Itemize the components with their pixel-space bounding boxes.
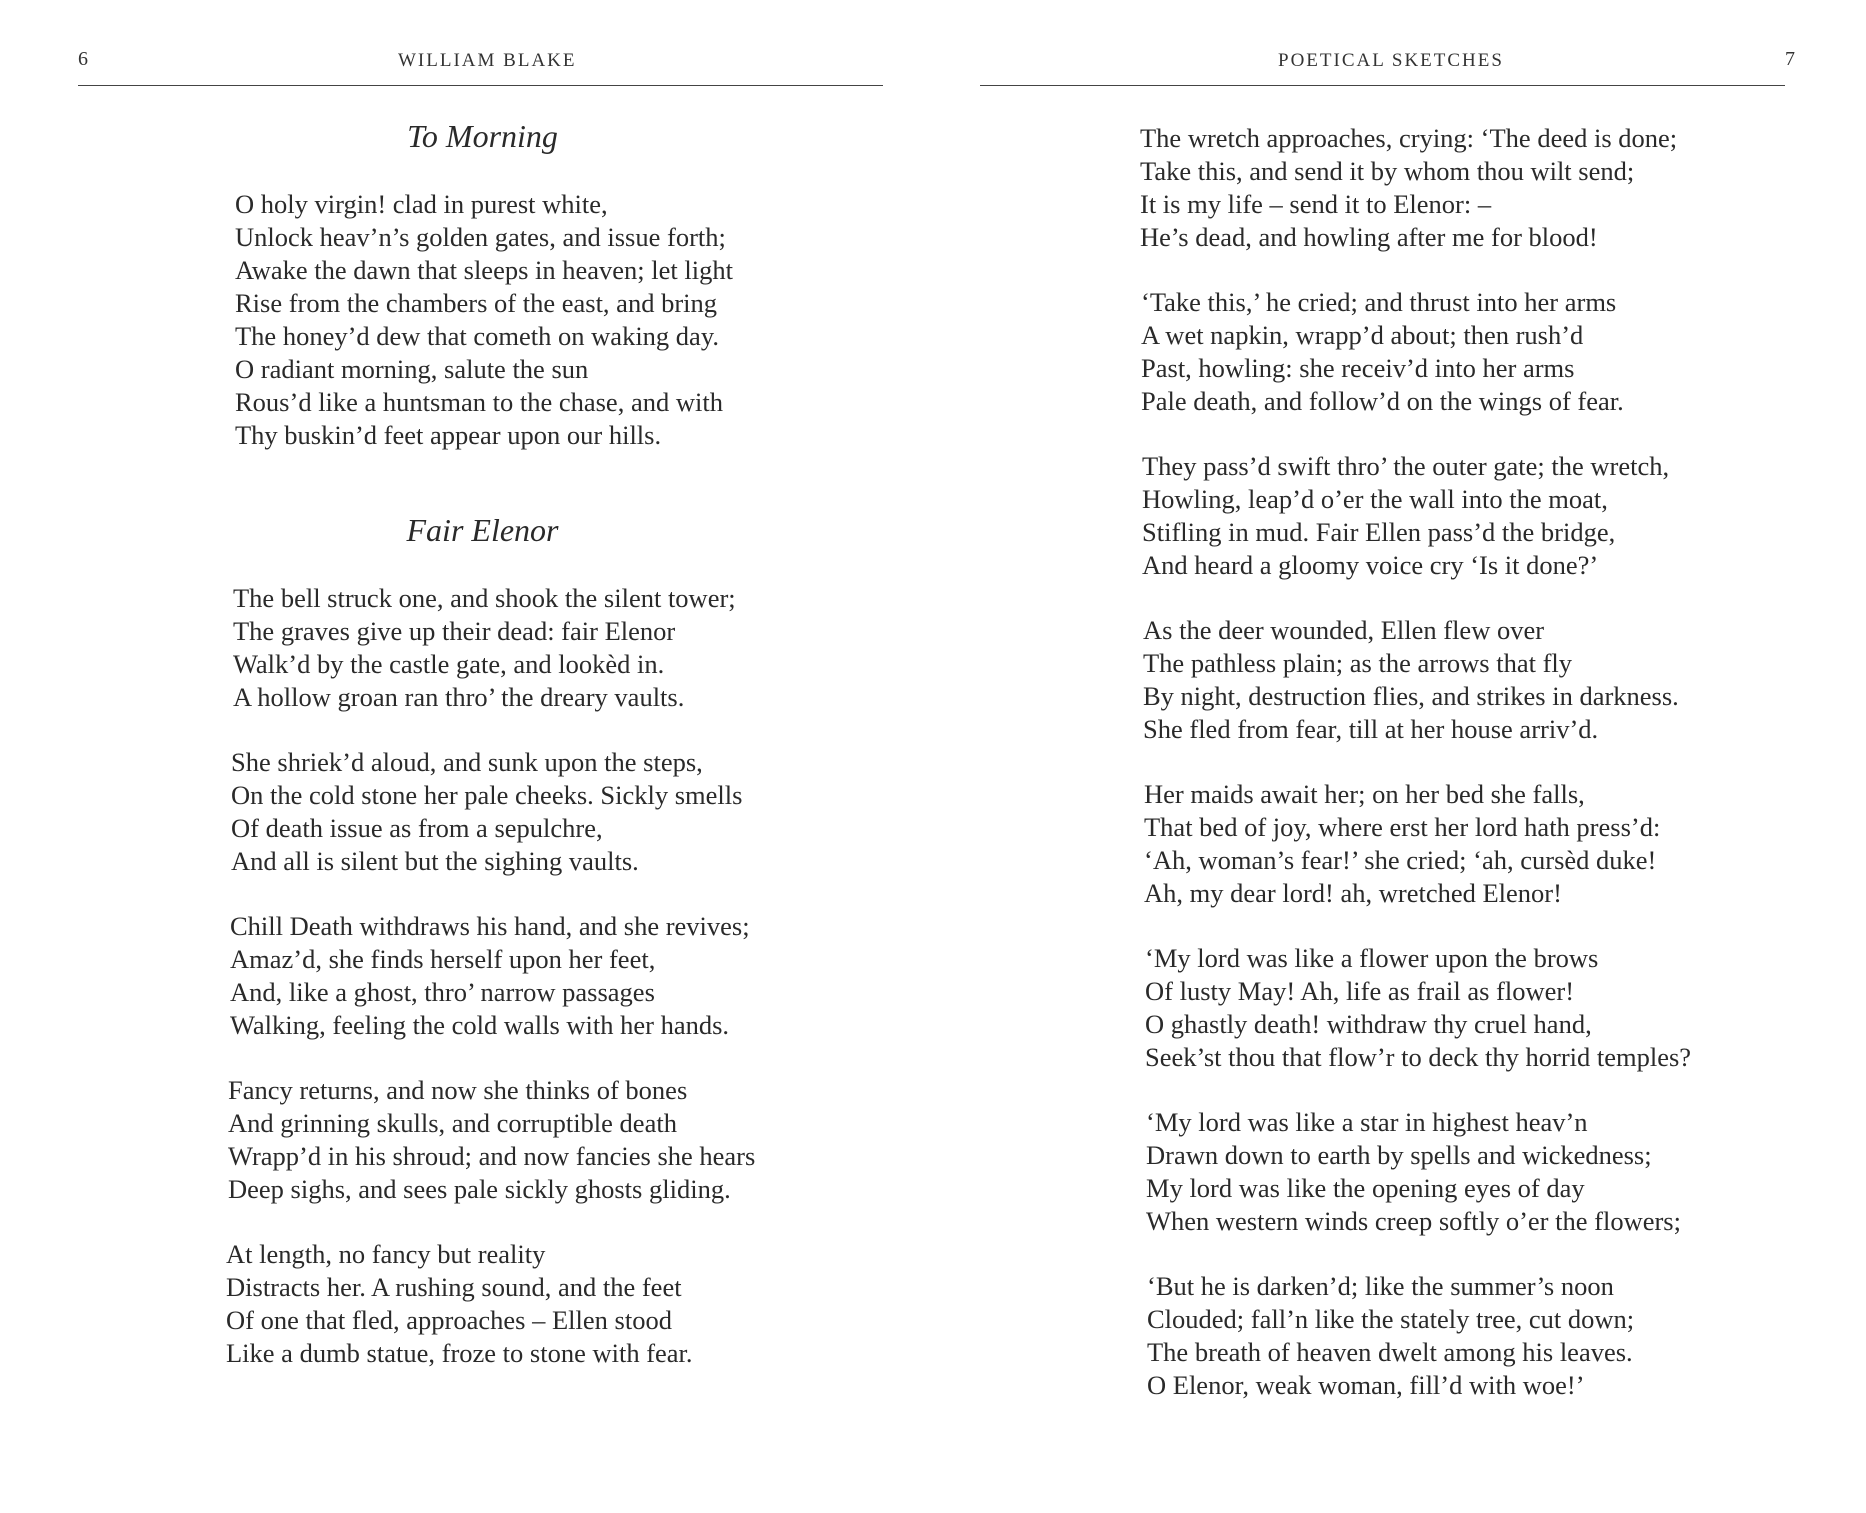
verse-line: A wet napkin, wrapp’d about; then rush’d [1141,320,1584,350]
verse-line: My lord was like the opening eyes of day [1146,1173,1585,1203]
stanza [233,582,736,714]
verse-line: The honey’d dew that cometh on waking day. [235,321,719,351]
stanza [1146,1106,1681,1238]
verse-line: ‘Ah, woman’s fear!’ she cried; ‘ah, cursèd duke! [1144,845,1657,875]
stanza [1141,286,1624,418]
poem-title: To Morning [407,118,558,154]
verse-line: Of one that fled, approaches – Ellen stood [226,1305,672,1335]
verse-line: She fled from fear, till at her house arriv’d. [1143,714,1599,744]
stanza [226,1238,693,1370]
verse-line: It is my life – send it to Elenor: – [1140,189,1492,219]
running-head: WILLIAM BLAKE [398,50,577,71]
verse-line: Walking, feeling the cold walls with her hands. [230,1010,730,1040]
page-number: 7 [1785,48,1795,70]
verse-line: The wretch approaches, crying: ‘The deed is done; [1140,123,1678,153]
verse-line: Wrapp’d in his shroud; and now fancies she hears [228,1141,756,1171]
verse-line: Amaz’d, she finds herself upon her feet, [230,944,656,974]
stanza [1144,778,1660,910]
right-page [933,0,1866,1513]
verse-line: A hollow groan ran thro’ the dreary vaults. [233,682,685,712]
verse-line: Awake the dawn that sleeps in heaven; let light [235,255,733,285]
verse-line: The graves give up their dead: fair Elenor [233,616,676,646]
verse-line: She shriek’d aloud, and sunk upon the steps, [231,747,703,777]
verse-line: Stifling in mud. Fair Ellen pass’d the bridge, [1142,517,1616,547]
verse-line: Pale death, and follow’d on the wings of fear. [1141,386,1624,416]
stanza [1147,1270,1634,1402]
verse-line: The pathless plain; as the arrows that fly [1143,648,1573,678]
verse-line: O holy virgin! clad in purest white, [235,189,608,219]
verse-line: Of death issue as from a sepulchre, [231,813,603,843]
verse-line: Unlock heav’n’s golden gates, and issue forth; [235,222,726,252]
verse-line: By night, destruction flies, and strikes in darkness. [1143,681,1679,711]
verse-line: At length, no fancy but reality [226,1239,546,1269]
verse-line: Clouded; fall’n like the stately tree, cut down; [1147,1304,1635,1334]
verse-line: Seek’st thou that flow’r to deck thy horrid temples? [1145,1042,1692,1072]
verse-line: ‘Take this,’ he cried; and thrust into her arms [1141,287,1617,317]
verse-line: They pass’d swift thro’ the outer gate; the wretch, [1142,451,1670,481]
verse-line: And all is silent but the sighing vaults. [231,846,639,876]
verse-line: The breath of heaven dwelt among his leaves. [1147,1337,1633,1367]
verse-line: Drawn down to earth by spells and wickedness; [1146,1140,1652,1170]
verse-line: Past, howling: she receiv’d into her arms [1141,353,1575,383]
verse-line: Ah, my dear lord! ah, wretched Elenor! [1144,878,1562,908]
verse-line: Thy buskin’d feet appear upon our hills. [235,420,662,450]
verse-line: Like a dumb statue, froze to stone with fear. [226,1338,693,1368]
stanza [230,910,750,1042]
verse-line: As the deer wounded, Ellen flew over [1143,615,1545,645]
header-rule [980,85,1785,86]
verse-line: Howling, leap’d o’er the wall into the moat, [1142,484,1608,514]
running-head: POETICAL SKETCHES [1278,50,1504,71]
verse-line: O radiant morning, salute the sun [235,354,589,384]
stanza [231,746,742,878]
stanza [1142,450,1669,582]
verse-line: ‘My lord was like a flower upon the brows [1145,943,1599,973]
verse-line: On the cold stone her pale cheeks. Sickly smells [231,780,743,810]
verse-line: Distracts her. A rushing sound, and the feet [226,1272,682,1302]
header-rule [78,85,883,86]
verse-line: ‘But he is darken’d; like the summer’s noon [1147,1271,1614,1301]
verse-line: Fancy returns, and now she thinks of bones [228,1075,688,1105]
verse-line: ‘My lord was like a star in highest heav’n [1146,1107,1588,1137]
verse-line: Deep sighs, and sees pale sickly ghosts gliding. [228,1174,731,1204]
verse-line: That bed of joy, where erst her lord hath press’d: [1144,812,1661,842]
verse-line: Rise from the chambers of the east, and bring [235,288,718,318]
stanza [235,188,733,452]
verse-line: Take this, and send it by whom thou wilt send; [1140,156,1635,186]
verse-line: Chill Death withdraws his hand, and she revives; [230,911,750,941]
stanza [1140,122,1677,254]
stanza [1143,614,1679,746]
verse-line: Of lusty May! Ah, life as frail as flower! [1145,976,1575,1006]
stanza [228,1074,755,1206]
stanza [1145,942,1691,1074]
verse-line: And heard a gloomy voice cry ‘Is it done?’ [1142,550,1599,580]
verse-line: Rous’d like a huntsman to the chase, and with [235,387,723,417]
verse-line: O ghastly death! withdraw thy cruel hand, [1145,1009,1592,1039]
verse-line: When western winds creep softly o’er the flowers; [1146,1206,1681,1236]
page-number: 6 [78,48,88,70]
poem-title: Fair Elenor [406,512,559,548]
verse-line: O Elenor, weak woman, fill’d with woe!’ [1147,1370,1585,1400]
verse-line: And grinning skulls, and corruptible death [228,1108,677,1138]
verse-line: He’s dead, and howling after me for blood! [1140,222,1598,252]
verse-line: And, like a ghost, thro’ narrow passages [230,977,655,1007]
verse-line: Her maids await her; on her bed she falls, [1144,779,1585,809]
verse-line: The bell struck one, and shook the silent tower; [233,583,736,613]
verse-line: Walk’d by the castle gate, and lookèd in. [233,649,665,679]
